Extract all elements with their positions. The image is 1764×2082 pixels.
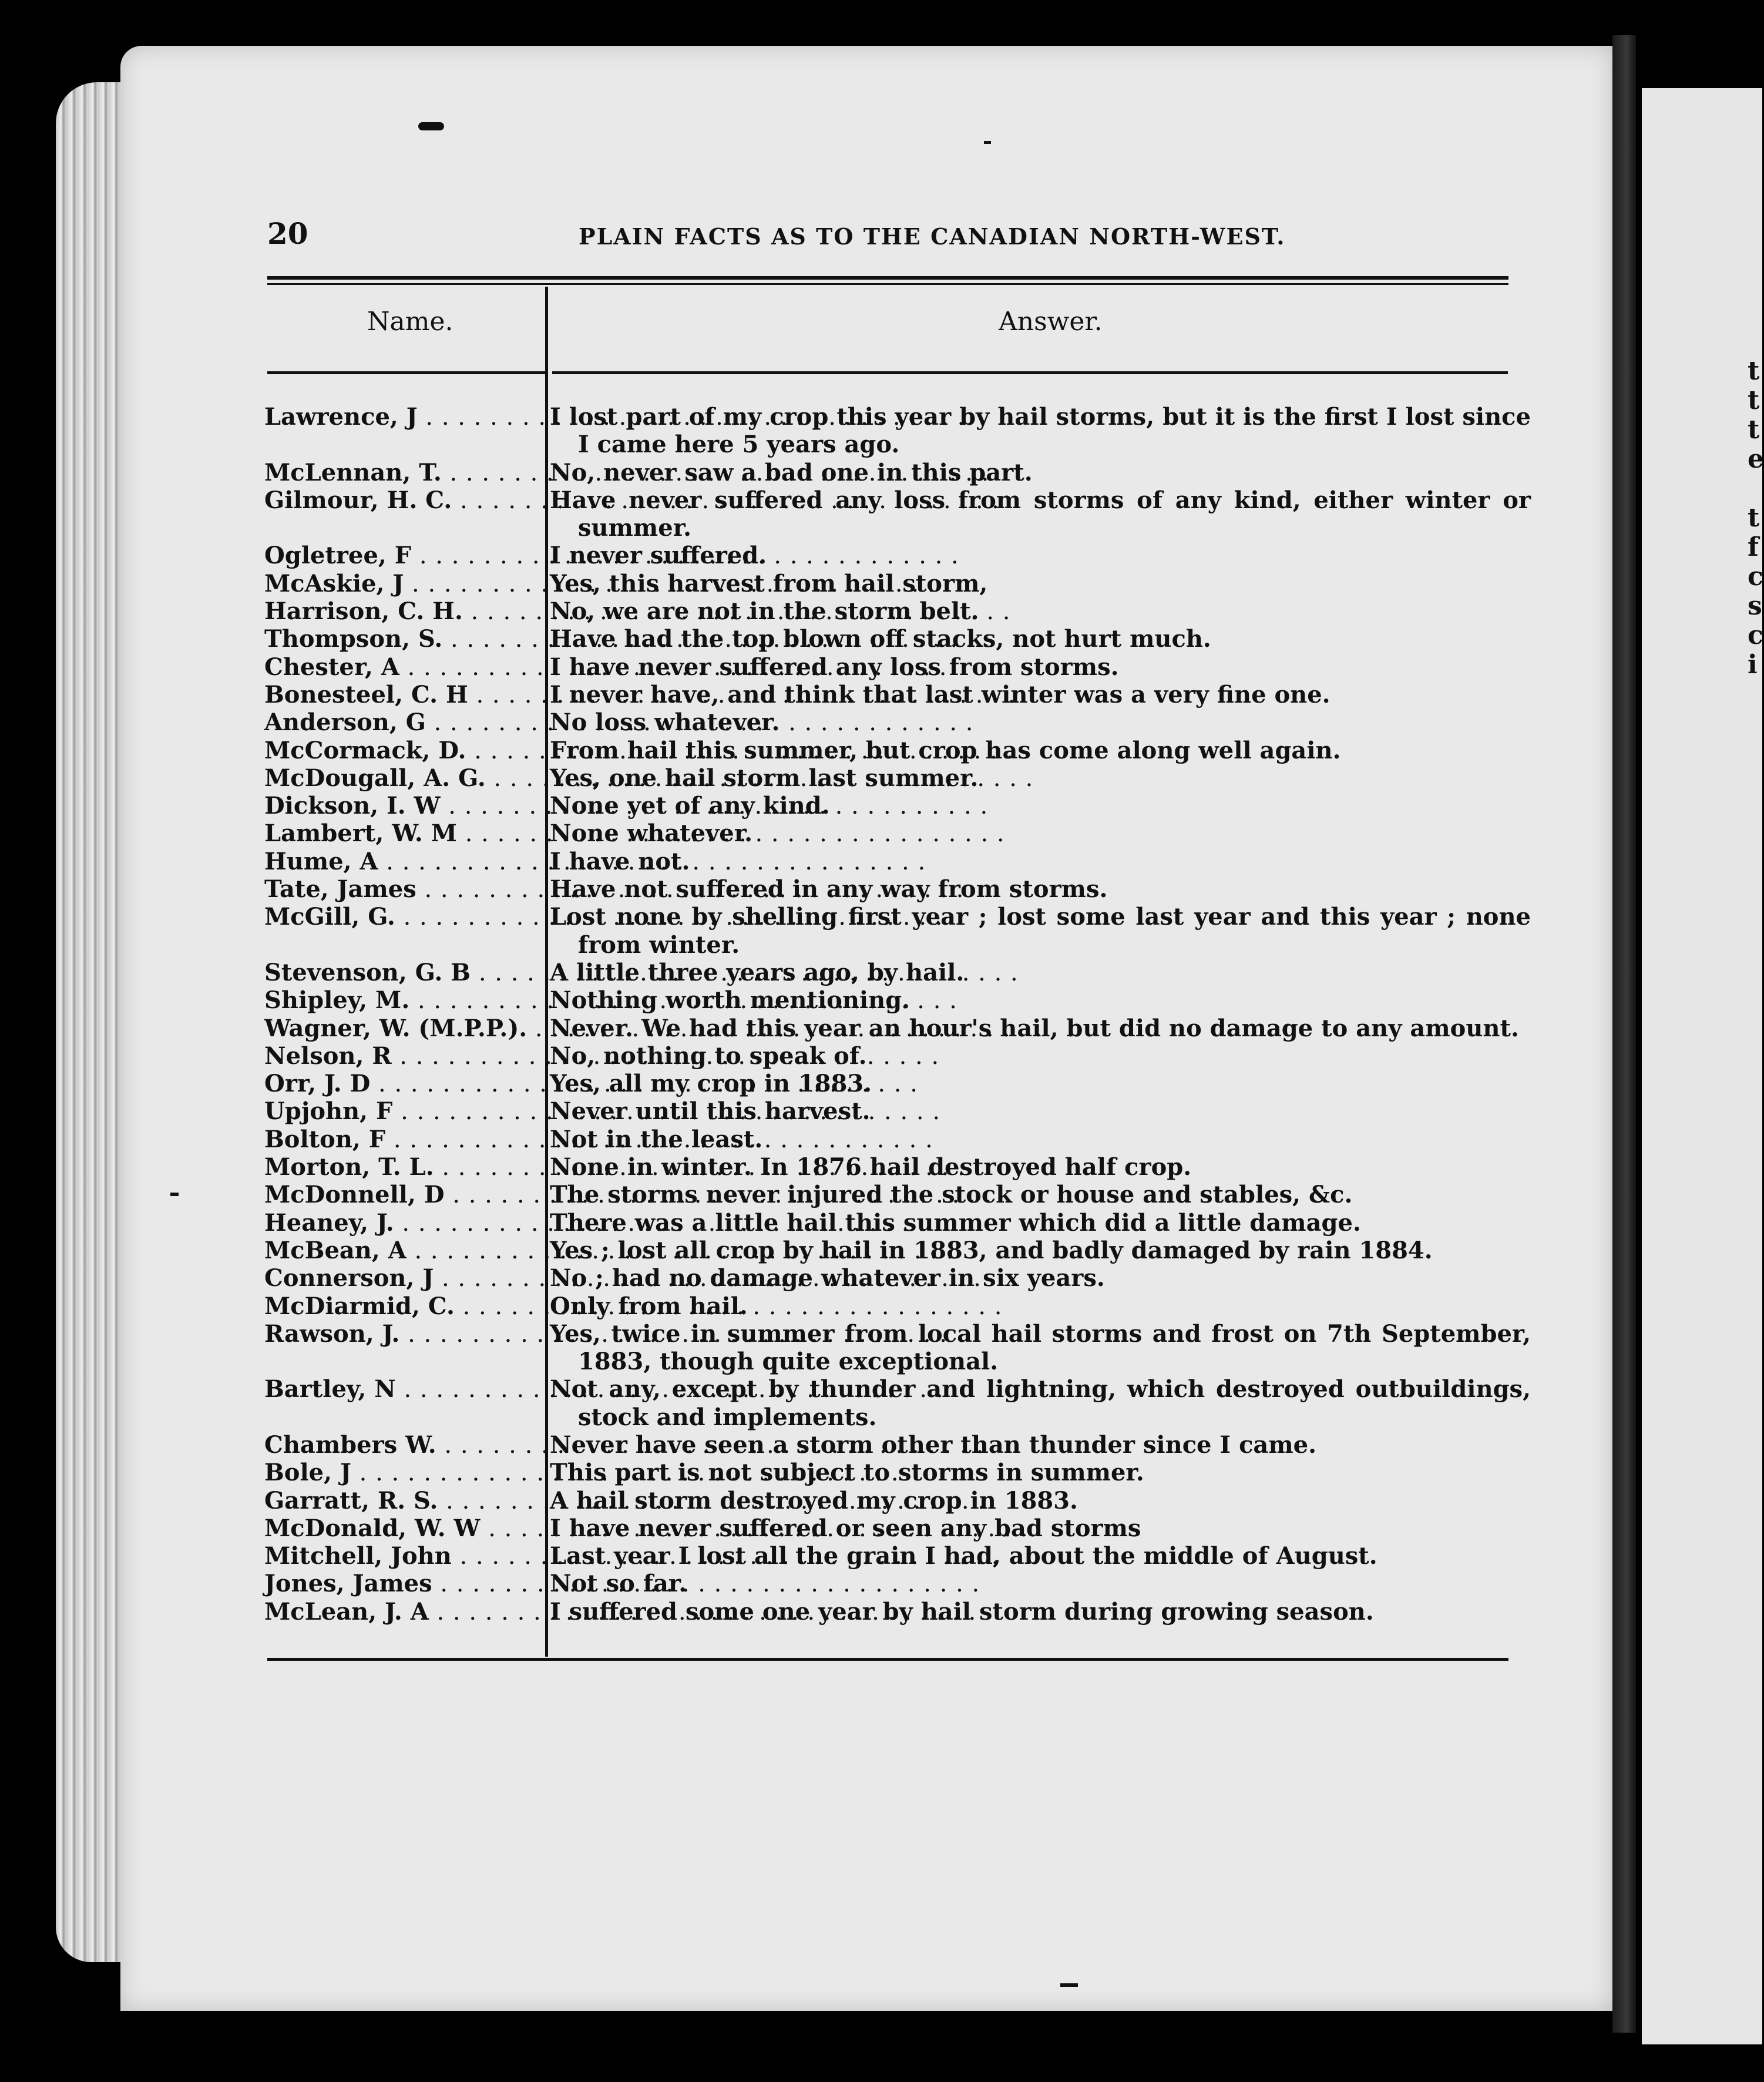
respondent-name: Shipley, M. . . .: [264, 986, 540, 1015]
table-row: [264, 681, 1510, 708]
respondent-answer: No, nothing to speak of.: [550, 1042, 867, 1070]
facing-page-letter: t: [1748, 356, 1760, 386]
table-row: [264, 1487, 1510, 1515]
respondent-answer: I have never suffered any loss from storms.: [550, 653, 1119, 681]
respondent-answer: Lost none by shelling first year ; lost some last year and this year ; none from winter.: [550, 903, 1531, 959]
respondent-answer: Have never suffered any loss from storms of any kind, either winter or summer.: [550, 486, 1531, 542]
respondent-answer: I lost part of my crop this year by hail storms, but it is the first I lost since I came here 5 years ago.: [550, 403, 1531, 459]
table-row: [264, 570, 1510, 597]
respondent-name: McGill, G. . . .: [264, 903, 540, 931]
respondent-answer: A hail storm destroyed my crop in 1883.: [550, 1486, 1078, 1515]
respondent-name: Wagner, W. (M.P.P.). . . .: [264, 1015, 540, 1043]
respondent-name: Bole, J . . .: [264, 1459, 540, 1487]
table-row: [264, 459, 1510, 486]
respondent-name: Garratt, R. S. . . .: [264, 1487, 540, 1515]
respondent-answer: I never suffered.: [550, 542, 767, 570]
table-row: [264, 1264, 1510, 1292]
respondent-name: Mitchell, John . . .: [264, 1542, 540, 1570]
respondent-name: McDiarmid, C. . . .: [264, 1292, 540, 1321]
respondent-answer: No, never saw a bad one in this part.: [550, 458, 1033, 486]
respondent-answer: None in winter. In 1876 hail destroyed half crop.: [550, 1153, 1192, 1181]
respondent-name: Bartley, N . . .: [264, 1375, 540, 1403]
respondent-name: Rawson, J. . . .: [264, 1320, 540, 1348]
respondent-answer: Yes, twice in summer from local hail storms and frost on 7th September, 1883, though quite exceptional.: [550, 1319, 1531, 1376]
respondent-answer: Have not suffered in any way from storms.: [550, 875, 1108, 904]
respondent-name: McDonald, W. W . . .: [264, 1515, 540, 1543]
respondent-name: Thompson, S. . . .: [264, 625, 540, 653]
respondent-name: McLean, J. A . . .: [264, 1598, 540, 1626]
table-row: [264, 1459, 1510, 1486]
table-row: [264, 1292, 1510, 1320]
table-row: [264, 1097, 1510, 1125]
table-row: [264, 875, 1510, 903]
respondent-name: Connerson, J . . .: [264, 1264, 540, 1292]
table-row: [264, 1181, 1510, 1208]
ink-speck: [984, 141, 991, 144]
header-rule-top: [267, 276, 1508, 280]
respondent-name: Chester, A . . .: [264, 653, 540, 681]
table-row: [264, 1237, 1510, 1264]
table-row: [264, 1598, 1510, 1626]
respondent-answer: I have never suffered or seen any bad storms: [550, 1514, 1141, 1542]
table-row: [264, 1153, 1510, 1181]
table-row: [264, 792, 1510, 820]
facing-page-letter: c: [1748, 562, 1763, 592]
respondent-answer: There was a little hail this summer which did a little damage.: [550, 1208, 1361, 1237]
respondent-name: Chambers W. . . .: [264, 1431, 540, 1459]
respondent-name: Lawrence, J . . .: [264, 403, 540, 431]
table-row: [264, 986, 1510, 1014]
respondent-answer: No ; had no damage whatever in six years.: [550, 1264, 1105, 1292]
table-row: [264, 597, 1510, 625]
respondent-name: Stevenson, G. B . . .: [264, 959, 540, 987]
respondent-answer: Not in the least.: [550, 1125, 763, 1153]
running-title: PLAIN FACTS AS TO THE CANADIAN NORTH-WEST.: [579, 223, 1286, 250]
respondent-answer: Never have seen a storm other than thunder since I came.: [550, 1430, 1317, 1459]
table-row: [264, 625, 1510, 653]
header-separator-right: [552, 371, 1508, 374]
facing-page-letter: e: [1748, 444, 1764, 474]
answers-table: [264, 403, 1531, 1626]
respondent-name: McCormack, D. . . .: [264, 737, 540, 765]
respondent-answer: Yes ; lost all crop by hail in 1883, and badly damaged by rain 1884.: [550, 1236, 1433, 1264]
respondent-name: Bonesteel, C. H . . .: [264, 681, 540, 709]
table-row: [264, 903, 1531, 959]
respondent-name: McBean, A . . .: [264, 1237, 540, 1265]
table-row: [264, 1209, 1510, 1237]
table-row: [264, 1375, 1531, 1431]
facing-page-letter: t: [1748, 385, 1760, 415]
respondent-name: Nelson, R . . .: [264, 1042, 540, 1070]
table-row: [264, 403, 1531, 459]
respondent-answer: None yet of any kind.: [550, 792, 830, 820]
header-separator-left: [267, 371, 545, 374]
respondent-name: Jones, James . . .: [264, 1570, 540, 1598]
respondent-name: Tate, James . . .: [264, 875, 540, 904]
facing-page: [1642, 88, 1762, 2044]
respondent-answer: Never until this harvest.: [550, 1097, 871, 1126]
respondent-answer: No, we are not in the storm belt.: [550, 597, 979, 626]
respondent-name: McAskie, J . . .: [264, 570, 540, 598]
respondent-answer: Yes, one hail storm last summer.: [550, 764, 979, 792]
respondent-name: Morton, T. L. . . .: [264, 1153, 540, 1181]
respondent-answer: Nothing worth mentioning.: [550, 986, 910, 1015]
table-row: [264, 820, 1510, 847]
respondent-name: Lambert, W. M . . .: [264, 820, 540, 848]
table-row: [264, 848, 1510, 875]
book-gutter: [1612, 35, 1636, 2033]
respondent-answer: This part is not subject to storms in summer.: [550, 1459, 1144, 1487]
table-row: [264, 1014, 1519, 1042]
page-number: 20: [267, 216, 308, 251]
respondent-answer: Not any, except by thunder and lightning, which destroyed outbuildings, stock and implements.: [550, 1375, 1531, 1431]
facing-page-letter: i: [1748, 650, 1758, 680]
table-row: [264, 1319, 1531, 1376]
ink-speck: [1060, 1983, 1078, 1987]
respondent-answer: Yes, this harvest from hail storm,: [550, 569, 988, 597]
facing-page-letter: f: [1748, 532, 1759, 562]
respondent-name: Harrison, C. H. . . .: [264, 597, 540, 626]
respondent-answer: Yes, all my crop in 1883.: [550, 1070, 872, 1098]
header-rule-bottom: [267, 283, 1508, 285]
respondent-name: McDonnell, D . . .: [264, 1181, 540, 1209]
respondent-name: McLennan, T. . . .: [264, 459, 540, 487]
respondent-name: Orr, J. D . . .: [264, 1070, 540, 1098]
table-row: [264, 1070, 1510, 1097]
ink-speck: [170, 1193, 179, 1196]
column-header-name: Name.: [367, 307, 453, 337]
respondent-name: Heaney, J. . . .: [264, 1209, 540, 1237]
table-row: [264, 764, 1510, 792]
table-row: [264, 1431, 1510, 1459]
respondent-answer: I have not.: [550, 847, 690, 875]
respondent-name: McDougall, A. G. . . .: [264, 764, 540, 792]
respondent-name: Bolton, F . . .: [264, 1126, 540, 1154]
respondent-answer: Not so far.: [550, 1570, 687, 1598]
facing-page-letter: s: [1748, 591, 1762, 621]
table-row: [264, 486, 1531, 542]
table-row: [264, 542, 1510, 569]
respondent-name: Upjohn, F . . .: [264, 1097, 540, 1126]
table-row: [264, 959, 1510, 986]
facing-page-letter: c: [1748, 620, 1763, 650]
respondent-answer: No loss whatever.: [550, 708, 780, 737]
table-row: [264, 1542, 1510, 1570]
respondent-name: Ogletree, F . . .: [264, 542, 540, 570]
table-row: [264, 1042, 1510, 1070]
respondent-answer: The storms never injured the stock or house and stables, &c.: [550, 1181, 1353, 1209]
table-row: [264, 1570, 1510, 1597]
column-header-answer: Answer.: [999, 307, 1103, 337]
respondent-answer: I suffered some one year by hail storm during growing season.: [550, 1597, 1374, 1626]
ink-speck: [418, 122, 444, 130]
respondent-name: Anderson, G . . .: [264, 708, 540, 737]
facing-page-letter: t: [1748, 415, 1760, 445]
respondent-name: Hume, A . . .: [264, 848, 540, 876]
respondent-answer: I never have, and think that last winter was a very fine one.: [550, 680, 1330, 708]
respondent-answer: None whatever.: [550, 820, 753, 848]
table-row: [264, 1515, 1510, 1542]
respondent-name: Gilmour, H. C. . . .: [264, 486, 540, 515]
table-bottom-rule: [267, 1658, 1508, 1661]
table-row: [264, 737, 1510, 764]
table-row: [264, 1126, 1510, 1153]
facing-page-letter: t: [1748, 503, 1760, 533]
respondent-name: Dickson, I. W . . .: [264, 792, 540, 820]
respondent-answer: From hail this summer, but crop has come along well again.: [550, 736, 1341, 764]
respondent-answer: Last year I lost all the grain I had, about the middle of August.: [550, 1542, 1377, 1570]
table-row: [264, 653, 1510, 681]
table-row: [264, 708, 1510, 736]
respondent-answer: Have had the top blown off stacks, not hurt much.: [550, 625, 1211, 653]
respondent-answer: Only from hail.: [550, 1292, 748, 1320]
respondent-answer: A little three years ago, by hail.: [550, 958, 965, 986]
respondent-answer: Never. We had this year an hour's hail, but did no damage to any amount.: [550, 1014, 1519, 1042]
